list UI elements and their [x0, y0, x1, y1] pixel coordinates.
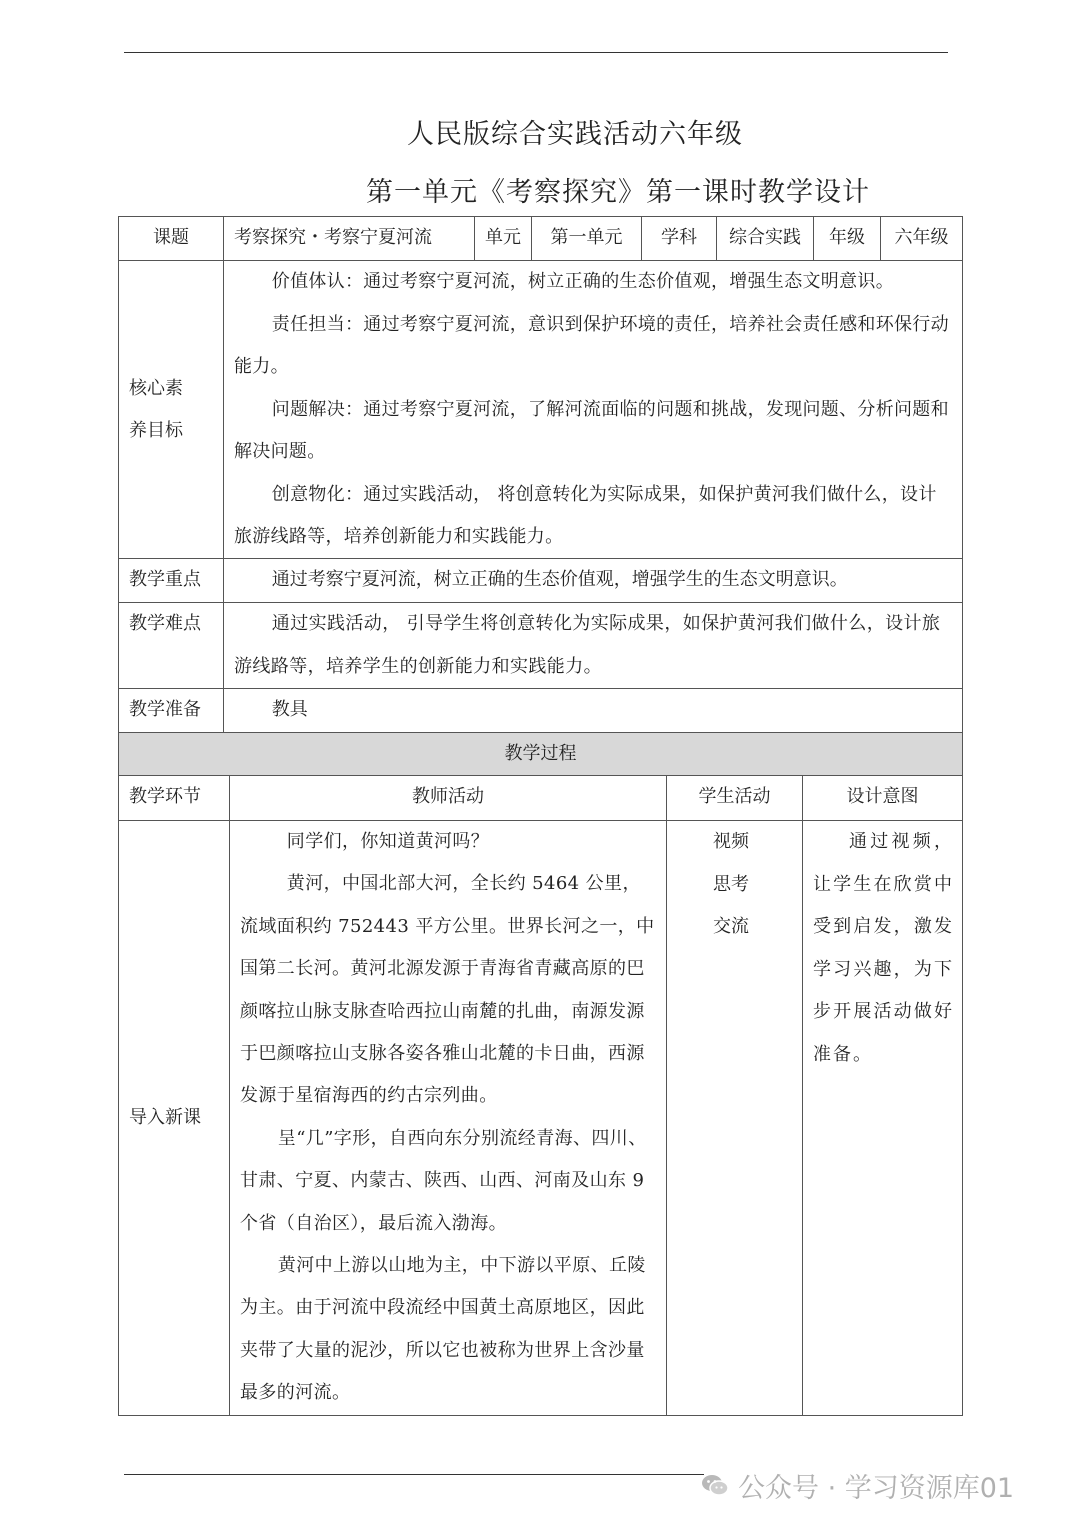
topic-label: 课题 — [118, 216, 224, 261]
core-goals-label-line1: 核心素 — [129, 377, 183, 399]
subject-label: 学科 — [641, 216, 717, 261]
goal-problem-solving: 问题解决：通过考察宁夏河流，了解河流面临的问题和挑战，发现问题、分析问题和解决问题。 — [234, 398, 949, 462]
key-point-label: 教学重点 — [118, 558, 224, 603]
student-activity-item: 思考 — [713, 873, 749, 895]
intro-design-intent: 通过视频，让学生在欣赏中受到启发，激发学习兴趣，为下步开展活动做好准备。 — [813, 831, 954, 1065]
student-activity-item: 交流 — [713, 916, 749, 937]
teacher-paragraph: 黄河中上游以山地为主，中下游以平原、丘陵为主。由于河流中段流经中国黄土高原地区，因此夹带了大量的泥沙，所以它也被称为世界上含沙量最多的河流。 — [240, 1255, 646, 1404]
intro-design-intent-cell — [802, 820, 963, 1416]
intro-student-activity — [666, 820, 803, 1416]
wechat-icon — [700, 1470, 730, 1500]
difficulty-text-cell — [223, 602, 963, 689]
student-activity-item: 视频 — [713, 831, 749, 852]
watermark-text: 公众号 · 学习资源库01 — [738, 1472, 1015, 1504]
grade-label: 年级 — [813, 216, 881, 261]
goal-creative: 创意物化：通过实践活动， 将创意转化为实际成果，如保护黄河我们做什么，设计旅游线路等，培养创新能力和实践能力。 — [234, 483, 937, 547]
unit-label: 单元 — [474, 216, 532, 261]
teacher-paragraph: 黄河，中国北部大河，全长约 5464 公里，流域面积约 752443 平方公里。世界长河之一，中国第二长河。黄河北源发源于青海省青藏高原的巴颜喀拉山脉支脉查哈西拉山南麓的扎曲，南源发源于巴颜喀拉山支脉各姿各雅山北麓的卡日曲，西源发源于星宿海西的约古宗列曲。 — [240, 873, 655, 1107]
document-title: 人民版综合实践活动六年级 — [407, 119, 743, 150]
teacher-paragraph: 呈“几”字形，自西向东分别流经青海、四川、甘肃、宁夏、内蒙古、陕西、山西、河南及山东 9 个省（自治区），最后流入渤海。 — [240, 1127, 647, 1234]
preparation-text: 教具 — [271, 699, 308, 720]
preparation-text-cell — [223, 688, 963, 733]
top-rule — [124, 52, 948, 53]
col-student-header: 学生活动 — [666, 775, 803, 821]
bottom-rule — [124, 1474, 704, 1475]
document-subtitle: 第一单元《考察探究》第一课时教学设计 — [366, 177, 870, 208]
intro-stage — [118, 820, 230, 1416]
intro-teacher-activity — [229, 820, 667, 1416]
key-point-text: 通过考察宁夏河流，树立正确的生态价值观，增强学生的生态文明意识。 — [271, 569, 848, 590]
intro-stage-text: 导入新课 — [129, 1106, 201, 1128]
core-goals-label-line2: 养目标 — [129, 419, 183, 441]
goal-responsibility: 责任担当：通过考察宁夏河流，意识到保护环境的责任，培养社会责任感和环保行动能力。 — [234, 313, 949, 377]
col-design-header: 设计意图 — [802, 775, 963, 821]
col-stage-header: 教学环节 — [118, 775, 230, 821]
process-heading: 教学过程 — [118, 732, 963, 776]
topic-value: 考察探究・考察宁夏河流 — [223, 216, 475, 261]
preparation-label: 教学准备 — [118, 688, 224, 733]
goal-value: 价值体认：通过考察宁夏河流，树立正确的生态价值观，增强生态文明意识。 — [271, 271, 894, 292]
watermark — [700, 1460, 1060, 1510]
grade-value: 六年级 — [880, 216, 963, 261]
core-goals-label — [118, 260, 224, 559]
difficulty-text: 通过实践活动， 引导学生将创意转化为实际成果，如保护黄河我们做什么，设计旅游线路等，培养学生的创新能力和实践能力。 — [234, 613, 941, 677]
core-goals-content — [223, 260, 963, 559]
col-teacher-header: 教师活动 — [229, 775, 667, 821]
difficulty-label: 教学难点 — [118, 602, 224, 689]
key-point-text-cell — [223, 558, 963, 603]
teacher-paragraph: 同学们，你知道黄河吗？ — [286, 831, 490, 852]
subject-value: 综合实践 — [716, 216, 814, 261]
unit-value: 第一单元 — [531, 216, 642, 261]
